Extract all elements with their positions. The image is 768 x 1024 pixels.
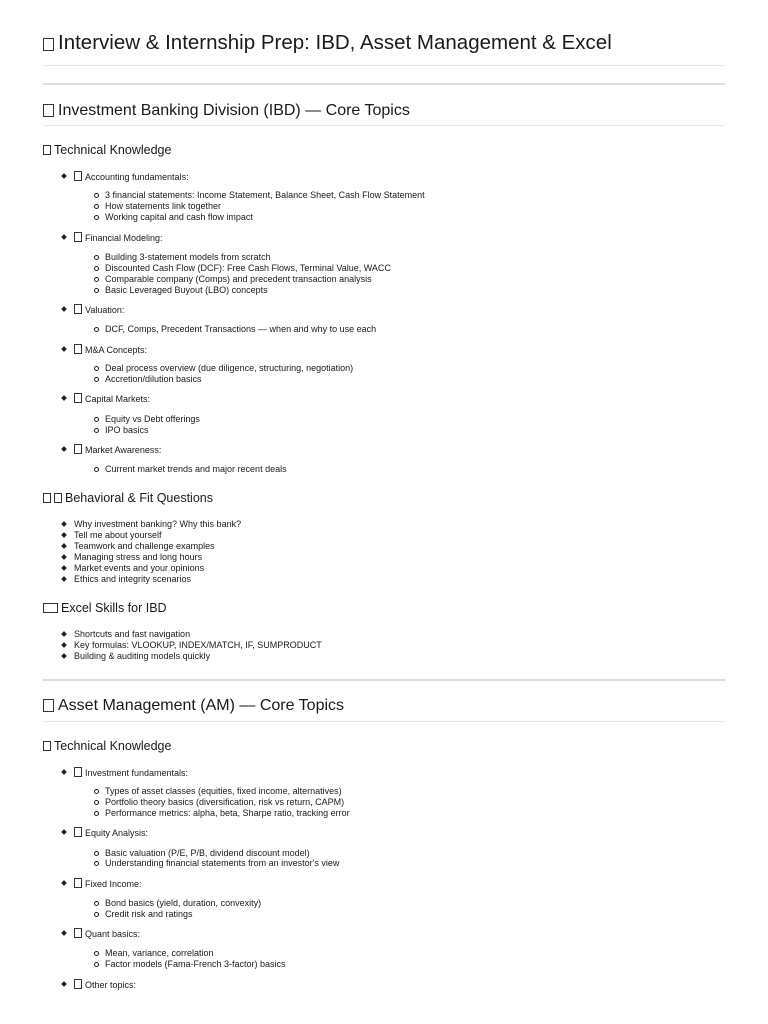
list-item: Building & auditing models quickly (74, 651, 211, 661)
list-item: Comparable company (Comps) and precedent transaction analysis (105, 274, 372, 284)
missing-glyph-icon (43, 493, 51, 503)
section-divider (43, 679, 725, 681)
missing-glyph-icon (74, 344, 82, 354)
missing-glyph-icon (43, 741, 51, 751)
am-heading: Asset Management (AM) — Core Topics (43, 697, 344, 715)
list-item: Deal process overview (due diligence, structuring, negotiation) (105, 363, 354, 373)
list-item: Key formulas: VLOOKUP, INDEX/MATCH, IF, SUMPRODUCT (74, 640, 322, 650)
missing-glyph-icon (43, 145, 51, 155)
missing-glyph-icon (74, 304, 82, 314)
list-item: Accretion/dilution basics (105, 374, 202, 384)
missing-glyph-icon (74, 928, 82, 938)
list-item: Market Awareness: (74, 444, 161, 456)
list-item: Equity Analysis: (74, 827, 148, 839)
list-item: Quant basics: (74, 928, 140, 940)
behavioral-heading: Behavioral & Fit Questions (43, 491, 213, 505)
missing-glyph-icon (43, 104, 54, 117)
page-title: Interview & Internship Prep: IBD, Asset Management & Excel (43, 31, 612, 55)
divider (43, 65, 725, 66)
list-item: Equity vs Debt offerings (105, 414, 200, 424)
list-item: Tell me about yourself (74, 530, 162, 540)
list-item: Accounting fundamentals: (74, 171, 189, 183)
list-item: Discounted Cash Flow (DCF): Free Cash Flows, Terminal Value, WACC (105, 263, 391, 273)
divider (43, 125, 725, 126)
list-item: Basic Leveraged Buyout (LBO) concepts (105, 285, 268, 295)
missing-glyph-icon (74, 232, 82, 242)
list-item: Financial Modeling: (74, 232, 163, 244)
list-item: Building 3-statement models from scratch (105, 252, 271, 262)
missing-glyph-icon (74, 393, 82, 403)
list-item: Types of asset classes (equities, fixed income, alternatives) (105, 786, 342, 796)
list-item: Bond basics (yield, duration, convexity) (105, 898, 262, 908)
list-item: Credit risk and ratings (105, 909, 193, 919)
divider (43, 721, 725, 722)
list-item: Other topics: (74, 979, 136, 991)
list-item: Portfolio theory basics (diversification, risk vs return, CAPM) (105, 797, 345, 807)
list-item: Fixed Income: (74, 878, 142, 890)
list-item: Understanding financial statements from an investor's view (105, 858, 340, 868)
list-item: Ethics and integrity scenarios (74, 574, 192, 584)
list-item: Teamwork and challenge examples (74, 541, 215, 551)
am-technical-heading: Technical Knowledge (43, 739, 171, 753)
list-item: M&A Concepts: (74, 344, 147, 356)
ibd-heading: Investment Banking Division (IBD) — Core Topics (43, 102, 410, 120)
list-item: Market events and your opinions (74, 563, 205, 573)
list-item: Valuation: (74, 304, 124, 316)
list-item: Managing stress and long hours (74, 552, 203, 562)
list-item: How statements link together (105, 201, 222, 211)
list-item: Performance metrics: alpha, beta, Sharpe ratio, tracking error (105, 808, 350, 818)
list-item: Basic valuation (P/E, P/B, dividend discount model) (105, 848, 310, 858)
ibd-technical-heading: Technical Knowledge (43, 143, 171, 157)
list-item: Working capital and cash flow impact (105, 212, 253, 222)
list-item: Shortcuts and fast navigation (74, 629, 191, 639)
missing-glyph-icon (74, 171, 82, 181)
list-item: Why investment banking? Why this bank? (74, 519, 242, 529)
section-divider (43, 83, 725, 85)
missing-glyph-icon (43, 38, 54, 51)
excel-heading: Excel Skills for IBD (43, 601, 167, 615)
keyboard-icon (43, 603, 58, 613)
missing-glyph-icon (74, 878, 82, 888)
missing-glyph-icon (74, 979, 82, 989)
list-item: Factor models (Fama-French 3-factor) basics (105, 959, 286, 969)
missing-glyph-icon (54, 493, 62, 503)
list-item: IPO basics (105, 425, 149, 435)
missing-glyph-icon (74, 444, 82, 454)
list-item: Investment fundamentals: (74, 767, 188, 779)
missing-glyph-icon (43, 699, 54, 712)
missing-glyph-icon (74, 827, 82, 837)
list-item: Capital Markets: (74, 393, 150, 405)
missing-glyph-icon (74, 767, 82, 777)
list-item: Mean, variance, correlation (105, 948, 214, 958)
list-item: 3 financial statements: Income Statement, Balance Sheet, Cash Flow Statement (105, 190, 425, 200)
list-item: DCF, Comps, Precedent Transactions — when and why to use each (105, 324, 377, 334)
list-item: Current market trends and major recent deals (105, 464, 287, 474)
